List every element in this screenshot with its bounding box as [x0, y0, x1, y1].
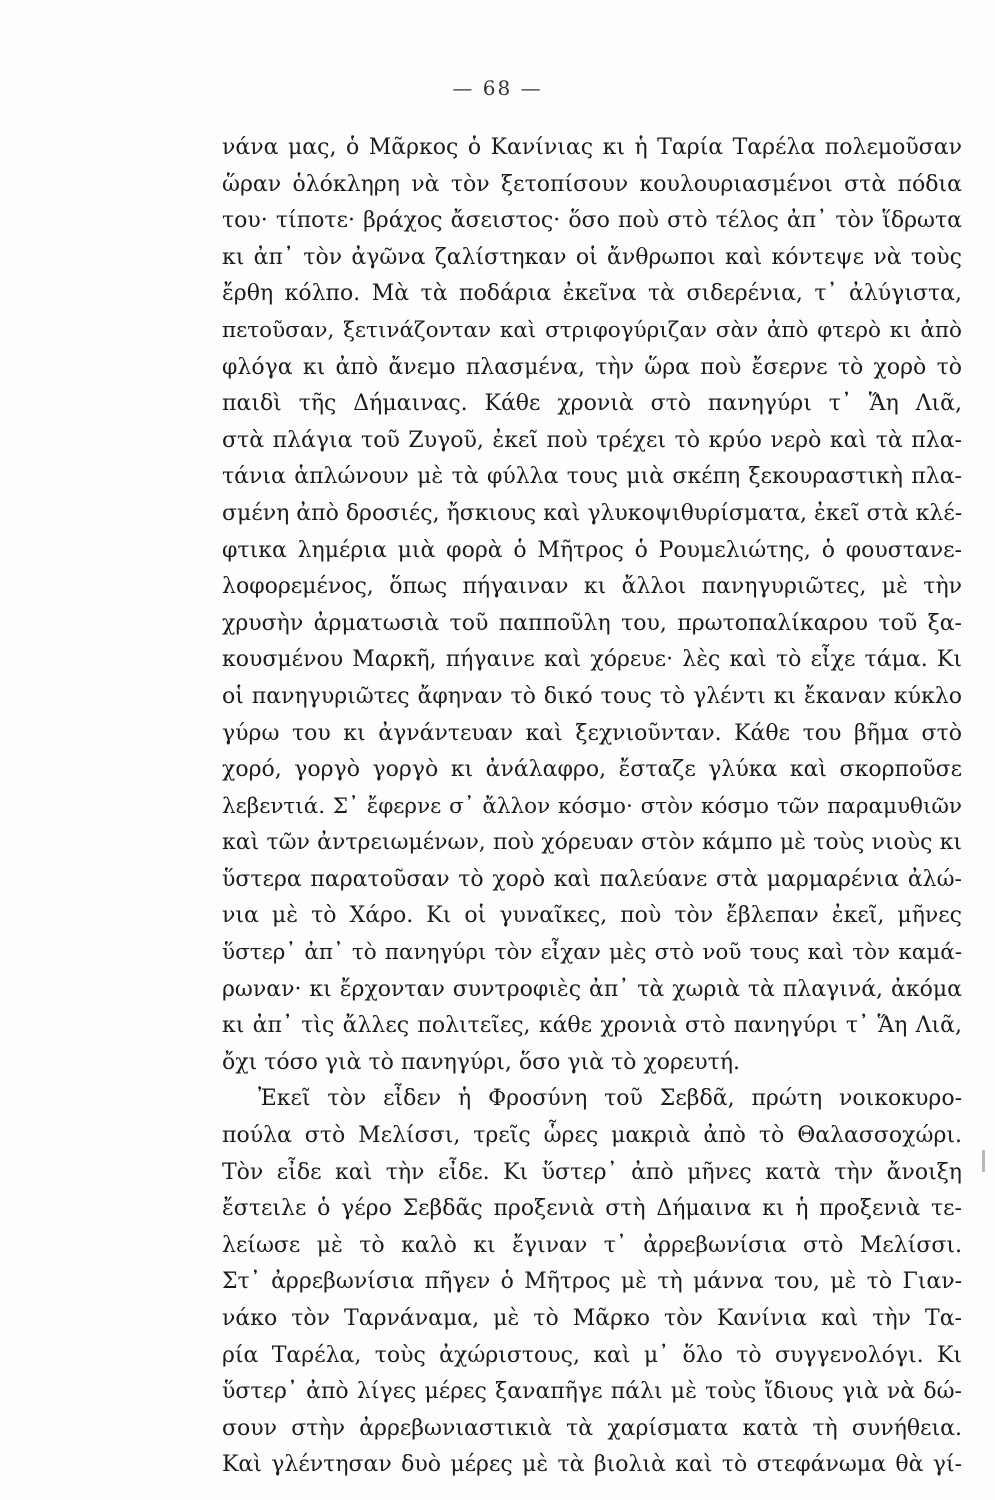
- text-line: φτικα λημέρια μιὰ φορὰ ὁ Μῆτρος ὁ Ρουμελιώτης, ὁ φουστανε-: [222, 537, 962, 563]
- text-line: νάκο τὸν Ταρνάναμα, μὲ τὸ Μᾶρκο τὸν Κανίνια καὶ τὴν Τα-: [222, 1306, 962, 1331]
- text-line: ὕστερ᾿ ἀπὸ λίγες μέρες ξαναπῆγε πάλι μὲ τοὺς ἴδιους γιὰ νὰ δώ-: [222, 1379, 962, 1405]
- text-line: νια μὲ τὸ Χάρο. Κι οἱ γυναῖκες, ποὺ τὸν ἔβλεπαν ἐκεῖ, μῆνες: [222, 903, 962, 929]
- text-line: Στ᾿ ἀρρεβωνίσια πῆγεν ὁ Μῆτρος μὲ τὴ μάννα του, μὲ τὸ Γιαν-: [222, 1269, 962, 1295]
- text-line: ὄχι τόσο γιὰ τὸ πανηγύρι, ὅσο γιὰ τὸ χορευτή.: [222, 1049, 740, 1075]
- text-line: χορό, γοργὸ γοργὸ κι ἀνάλαφρο, ἔσταζε γλύκα καὶ σκορποῦσε: [222, 757, 962, 783]
- text-line: ἔστειλε ὁ γέρο Σεβδᾶς προξενιὰ στὴ Δήμαινα κι ἡ προξενιὰ τε-: [222, 1196, 962, 1222]
- text-line: πούλα στὸ Μελίσσι, τρεῖς ὧρες μακριὰ ἀπὸ τὸ Θαλασσοχώρι.: [222, 1123, 962, 1149]
- text-line: πετοῦσαν, ξετινάζονταν καὶ στριφογύριζαν σὰν ἀπὸ φτερὸ κι ἀπὸ: [222, 317, 962, 343]
- text-line: ὕστερα παρατοῦσαν τὸ χορὸ καὶ παλεύανε στὰ μαρμαρένια ἀλώ-: [222, 866, 962, 892]
- text-line: ρία Ταρέλα, τοὺς ἀχώριστους, καὶ μ᾿ ὅλο τὸ συγγενολόγι. Κι: [222, 1342, 962, 1368]
- text-line: γύρω του κι ἀγνάντευαν καὶ ξεχνιοῦνταν. Κάθε του βῆμα στὸ: [222, 720, 962, 746]
- text-line: ρωναν· κι ἔρχονταν συντροφιὲς ἀπ᾿ τὰ χωριὰ τὰ πλαγινά, ἀκόμα: [222, 976, 962, 1002]
- text-line: παιδὶ τῆς Δήμαινας. Κάθε χρονιὰ στὸ πανηγύρι τ᾿ Ἅη Λιᾶ,: [222, 391, 962, 417]
- text-line: κουσμένου Μαρκῆ, πήγαινε καὶ χόρευε· λὲς καὶ τὸ εἶχε τάμα. Κι: [222, 647, 962, 673]
- page-edge-mark: [982, 1150, 985, 1172]
- text-line: Καὶ γλέντησαν δυὸ μέρες μὲ τὰ βιολιὰ καὶ τὸ στεφάνωμα θὰ γί-: [222, 1452, 962, 1478]
- text-line: στὰ πλάγια τοῦ Ζυγοῦ, ἐκεῖ ποὺ τρέχει τὸ κρύο νερὸ καὶ τὰ πλα-: [222, 427, 962, 453]
- text-line: του· τίποτε· βράχος ἄσειστος· ὅσο ποὺ στὸ τέλος ἀπ᾿ τὸν ἵδρωτα: [222, 208, 962, 234]
- text-line: κι ἀπ᾿ τὶς ἄλλες πολιτεῖες, κάθε χρονιὰ στὸ πανηγύρι τ᾿ Ἅη Λιᾶ,: [222, 1013, 962, 1039]
- text-line: κι ἀπ᾿ τὸν ἀγῶνα ζαλίστηκαν οἱ ἄνθρωποι καὶ κόντεψε νὰ τοὺς: [222, 244, 962, 270]
- text-line: Ἐκεῖ τὸν εἶδεν ἡ Φροσύνη τοῦ Σεβδᾶ, πρώτη νοικοκυρο-: [258, 1086, 962, 1112]
- text-line: ὕστερ᾿ ἀπ᾿ τὸ πανηγύρι τὸν εἶχαν μὲς στὸ νοῦ τους καὶ τὸν καμά-: [222, 940, 962, 966]
- text-line: σμένη ἀπὸ δροσιές, ἤσκιους καὶ γλυκοψιθυρίσματα, ἐκεῖ στὰ κλέ-: [222, 500, 962, 526]
- page-number: — 68 —: [452, 76, 543, 100]
- text-line: χρυσὴν ἀρματωσιὰ τοῦ παπποῦλη του, πρωτοπαλίκαρου τοῦ ξα-: [222, 610, 962, 636]
- text-line: λείωσε μὲ τὸ καλὸ κι ἔγιναν τ᾿ ἀρρεβωνίσια στὸ Μελίσσι.: [222, 1232, 962, 1258]
- text-line: καὶ τῶν ἀντρειωμένων, ποὺ χόρευαν στὸν κάμπο μὲ τοὺς νιοὺς κι: [222, 830, 962, 856]
- text-line: νάνα μας, ὁ Μᾶρκος ὁ Κανίνιας κι ἡ Ταρία Ταρέλα πολεμοῦσαν: [222, 135, 962, 160]
- text-line: λεβεντιά. Σ᾿ ἔφερνε σ᾿ ἄλλον κόσμο· στὸν κόσμο τῶν παραμυθιῶν: [222, 793, 962, 819]
- text-line: ὥραν ὁλόκληρη νὰ τὸν ξετοπίσουν κουλουριασμένοι στὰ πόδια: [222, 171, 962, 197]
- text-line: Τὸν εἶδε καὶ τὴν εἶδε. Κι ὕστερ᾿ ἀπὸ μῆνες κατὰ τὴν ἄνοιξη: [222, 1159, 962, 1185]
- text-line: σουν στὴν ἀρρεβωνιαστικιὰ τὰ χαρίσματα κατὰ τὴ συνήθεια.: [222, 1415, 962, 1441]
- text-line: οἱ πανηγυριῶτες ἄφηναν τὸ δικό τους τὸ γλέντι κι ἔκαναν κύκλο: [222, 683, 962, 709]
- text-line: ἔρθη κόλπο. Μὰ τὰ ποδάρια ἐκεῖνα τὰ σιδερένια, τ᾿ ἀλύγιστα,: [222, 281, 962, 307]
- body-text: [222, 130, 962, 1484]
- text-line: λοφορεμένος, ὅπως πήγαιναν κι ἄλλοι πανηγυριῶτες, μὲ τὴν: [222, 574, 962, 600]
- text-line: φλόγα κι ἀπὸ ἄνεμο πλασμένα, τὴν ὥρα ποὺ ἔσερνε τὸ χορὸ τὸ: [222, 354, 962, 380]
- text-line: τάνια ἁπλώνουν μὲ τὰ φύλλα τους μιὰ σκέπη ξεκουραστικὴ πλα-: [222, 464, 962, 490]
